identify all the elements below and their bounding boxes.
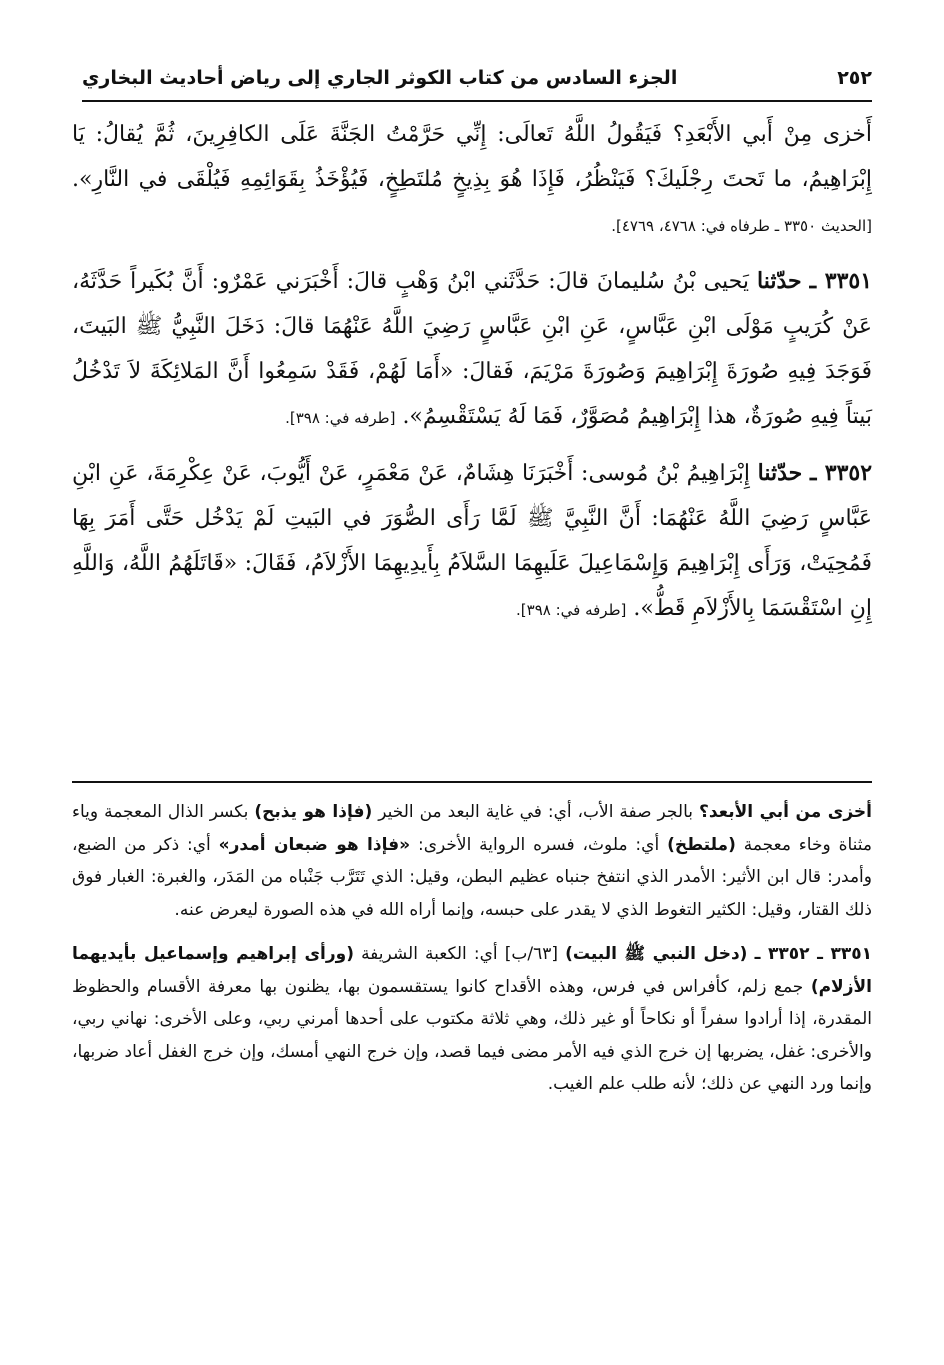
hadith-3350-reference: [الحديث ٣٣٥٠ ـ طرفاه في: ٤٧٦٨، ٤٧٦٩]. xyxy=(611,217,872,235)
commentary-3350-term-c: (ملتطخ) xyxy=(667,834,736,855)
commentary-3350-term-a: أخزى من أبي الأبعد؟ xyxy=(698,802,873,822)
commentary-3351-text-a: [٦٣/ب] أي: الكعبة الشريفة xyxy=(361,944,558,964)
commentary-3350-text-d: أي: ذكر من الضبع، وأمدر: قال ابن الأثير: الأمدر الذي انتفخ جنباه عظيم البطن، وقيل: الذي تَتَرَّب جَنْباه من المَدَر، والغبرة: الغبار فوق ذلك القتار، وقيل: الكثير التغوط الذي لا يقدر على حبسه، وإنما أراه الله في هذه الصورة ليعرض عنه. xyxy=(72,834,872,920)
commentary-3350-text-b: بكسر الذال المعجمة وياء مثناة وخاء معجمة xyxy=(72,802,873,855)
commentary xyxy=(72,796,872,1101)
hadith-3350-ending xyxy=(72,112,872,249)
page-header xyxy=(82,58,872,98)
hadith-3350-text: أَخزى مِنْ أَبي الأَبْعَدِ؟ فَيَقُولُ اللَّهُ تَعالَى: إِنِّي حَرَّمْتُ الجَنَّةَ عَلَى الكافِرِينَ، ثُمَّ يُقالُ: يَا إِبْرَاهِيمُ، ما تَحتَ رِجْلَيكَ؟ فَيَنْظُرُ، فَإِذَا هُوَ بِذِيخٍ مُلتَطِخٍ، فَيُؤْخَذُ بِقَوَائِمِهِ فَيُلْقَى في النَّارِ». xyxy=(72,122,872,192)
hadith-3351-text: يَحيى بْنُ سُليمانَ قالَ: حَدَّثَني ابْنُ وَهْبٍ قالَ: أَخْبَرَني عَمْرٌو: أَنَّ بُكَيراً حَدَّثَهُ، عَنْ كُرَيبٍ مَوْلَى ابْنِ عَبَّاسٍ، عَنِ ابْنِ عَبَّاسٍ رَضِيَ اللَّهُ عَنْهُمَا قالَ: دَخَلَ النَّبِيُّ ﷺ البَيتَ، فَوَجَدَ فِيهِ صُورَةَ إِبْرَاهِيمَ وَصُورَةَ مَرْيَمَ، فَقالَ: «أَمَا لَهُمْ، فَقَدْ سَمِعُوا أَنَّ المَلائِكَةَ لاَ تَدْخُلُ بَيتاً فِيهِ صُورَةٌ، هذا إِبْرَاهِيمُ مُصَوَّرٌ، فَمَا لَهُ يَسْتَقْسِمُ». xyxy=(72,269,872,429)
commentary-3351-3352 xyxy=(72,938,872,1101)
page-number: ٢٥٢ xyxy=(837,67,872,89)
commentary-3351-text-b: جمع زلم، كأفراس في فرس، وهذه الأقداح كانوا يستقسمون بها، يظنون بها معرفة الأقسام والحظوظ المقدرة، إذا أرادوا سفراً أو نكاحاً أو غير ذلك، وهي ثلاثة مكتوب على أحدها أمرني ربي، وعلى الأخرى: نهاني ربي، والأخرى: غفل، يضربها إن خرج الذي فيه الأمر مضى فيما قصد، وإن خرج النهي أمسك، وإن خرج الغفل أعاد ضربها، وإنما ورد النهي عن ذلك؛ لأنه طلب علم الغيب. xyxy=(72,976,872,1094)
hadith-3352 xyxy=(72,451,872,633)
commentary-3350-term-b: (فإذا هو يذبح) xyxy=(254,802,373,822)
hadith-3352-haddathana: حدّثنا xyxy=(757,460,803,486)
commentary-divider xyxy=(72,781,872,783)
main-text xyxy=(72,112,872,633)
header-rule xyxy=(82,100,872,102)
commentary-3351-term-b: (ورأى إبراهيم وإسماعيل بأيديهما الأزلام) xyxy=(72,944,872,997)
hadith-3351-number: ٣٣٥١ ـ xyxy=(809,268,873,294)
hadith-3351-reference: [طرفه في: ٣٩٨]. xyxy=(285,409,396,427)
hadith-3352-number: ٣٣٥٢ ـ xyxy=(809,460,873,486)
commentary-3351-number: ٣٣٥١ ـ ٣٣٥٢ ـ xyxy=(754,944,873,964)
hadith-3351 xyxy=(72,259,872,441)
hadith-3352-reference: [طرفه في: ٣٩٨]. xyxy=(516,601,627,619)
commentary-3350-text-c: أي: ملوث، فسره الرواية الأخرى: xyxy=(417,834,660,855)
commentary-3351-term-a: (دخل النبي ﷺ البيت) xyxy=(565,944,748,964)
commentary-3350-term-d: «فإذا هو ضبعان أمدر» xyxy=(218,834,411,855)
hadith-3351-haddathana: حدّثنا xyxy=(756,268,802,294)
hadith-3352-text: إِبْرَاهِيمُ بْنُ مُوسى: أَخْبَرَنَا هِشَامٌ، عَنْ مَعْمَرٍ، عَنْ أَيُّوبَ، عَنْ عِكْرِمَةَ، عَنِ ابْنِ عَبَّاسٍ رَضِيَ اللَّهُ عَنْهُمَا: أَنَّ النَّبِيَّ ﷺ لَمَّا رَأَى الصُّوَرَ في البَيتِ لَمْ يَدْخُل حَتَّى أَمَرَ بِهَا فَمُحِيَتْ، وَرَأَى إِبْرَاهِيمَ وَإِسْمَاعِيلَ عَلَيهِمَا السَّلاَمُ بِأَيدِيهِمَا الأَزْلاَمُ، فَقَالَ: «قَاتَلَهُمُ اللَّهُ، وَاللَّهِ إِنِ اسْتَقْسَمَا بِالأَزْلاَمِ قَطُّ». xyxy=(72,461,872,621)
commentary-3350 xyxy=(72,796,872,926)
running-title: الجزء السادس من كتاب الكوثر الجاري إلى رياض أحاديث البخاري xyxy=(82,67,678,89)
commentary-3350-text-a: بالجر صفة الأب، أي: في غاية البعد من الخير xyxy=(378,802,693,822)
